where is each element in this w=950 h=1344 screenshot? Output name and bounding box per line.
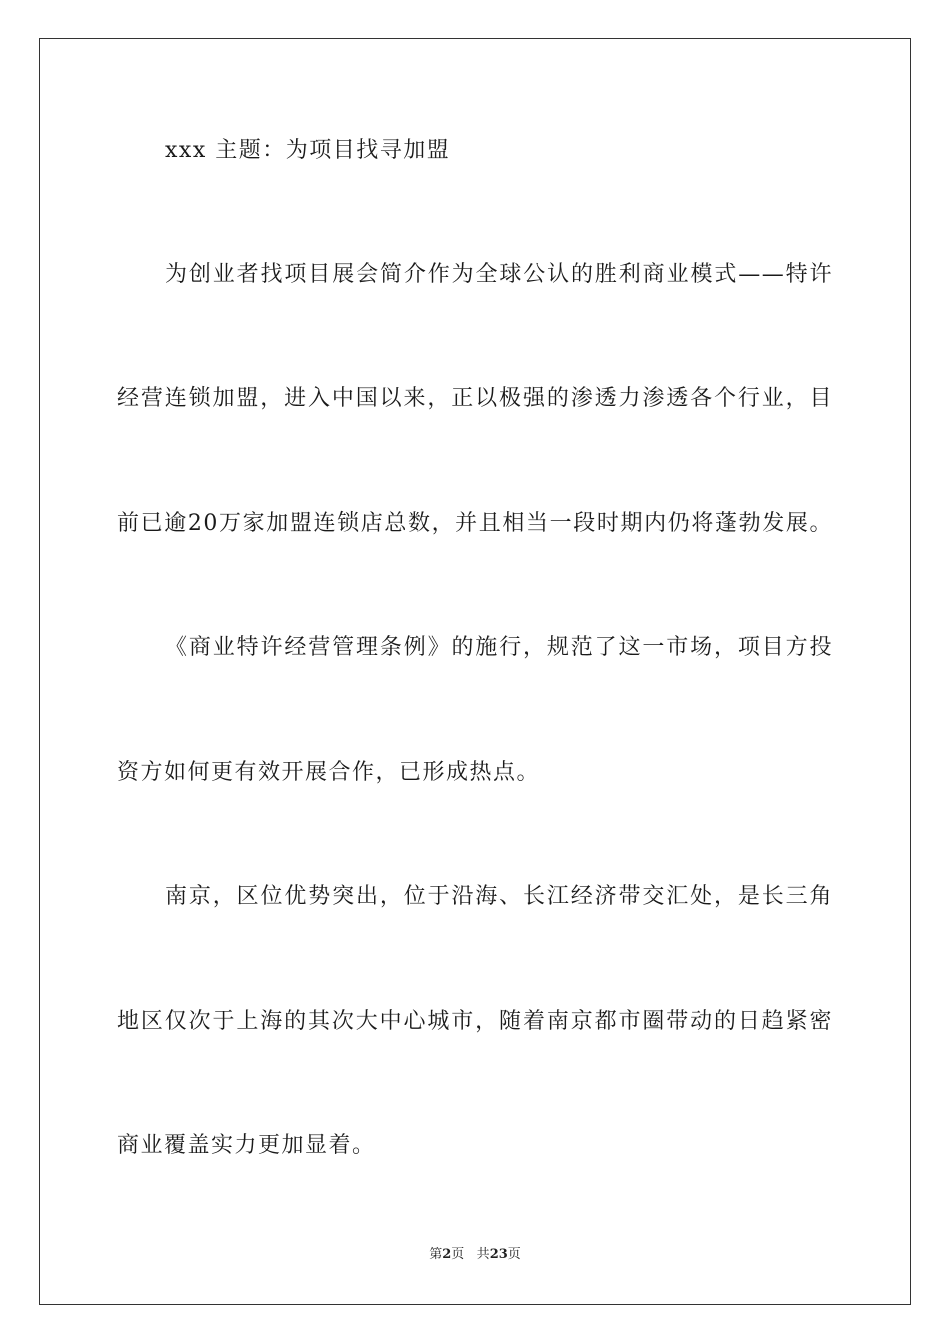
total-pages-number: 23 xyxy=(489,1247,508,1262)
paragraph-3-line-2: 地区仅次于上海的其次大中心城市，随着南京都市圈带动的日趋紧密 xyxy=(117,1009,833,1034)
paragraph-2-line-1: 《商业特许经营管理条例》的施行，规范了这一市场，项目方投 xyxy=(165,635,833,660)
paragraph-1-line-3: 前已逾20万家加盟连锁店总数，并且相当一段时期内仍将蓬勃发展。 xyxy=(117,511,833,536)
paragraph-1-line-1: 为创业者找项目展会简介作为全球公认的胜利商业模式——特许 xyxy=(165,262,833,287)
current-page-number: 2 xyxy=(442,1247,452,1262)
footer-page-word: 页 xyxy=(451,1247,465,1262)
paragraph-3-line-1: 南京，区位优势突出，位于沿海、长江经济带交汇处，是长三角 xyxy=(165,884,833,909)
paragraph-2-line-2: 资方如何更有效开展合作，已形成热点。 xyxy=(117,760,541,785)
paragraph-3-line-3: 商业覆盖实力更加显着。 xyxy=(117,1133,376,1158)
heading-line: xxx 主题：为项目找寻加盟 xyxy=(165,138,451,163)
footer-total-prefix: 共 xyxy=(476,1247,490,1262)
footer-prefix: 第 xyxy=(429,1247,443,1262)
footer-total-suffix: 页 xyxy=(507,1247,521,1262)
paragraph-1-line-2: 经营连锁加盟，进入中国以来，正以极强的渗透力渗透各个行业，目 xyxy=(117,386,833,411)
page-footer xyxy=(0,1246,950,1264)
page-border xyxy=(39,38,911,1305)
